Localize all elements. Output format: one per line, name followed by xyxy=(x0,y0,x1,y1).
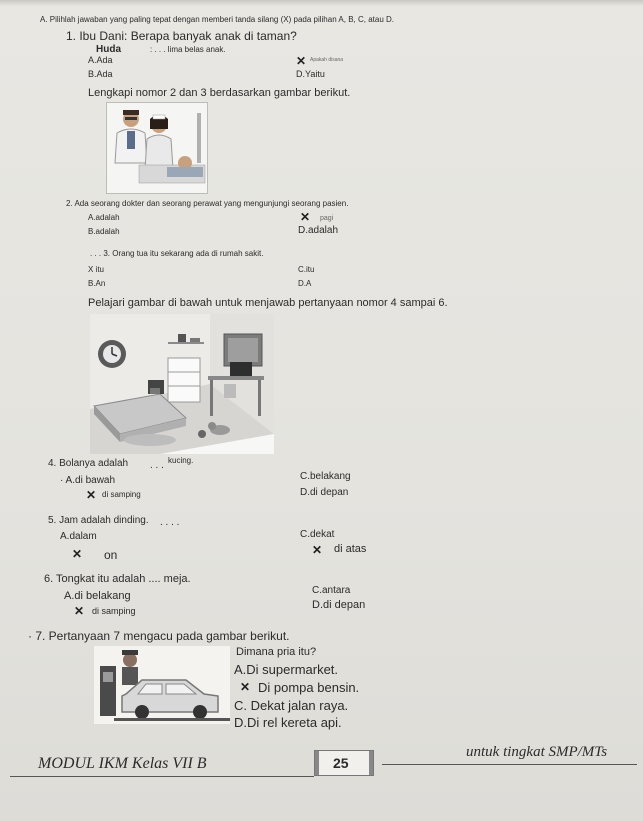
q1-question: 1. Ibu Dani: Berapa banyak anak di taman? xyxy=(66,29,297,43)
q2-option-c: pagi xyxy=(320,215,334,222)
q5-option-a: A.dalam xyxy=(60,531,97,542)
doctor-nurse-illustration xyxy=(107,103,207,193)
q7-question: · 7. Pertanyaan 7 mengacu pada gambar berikut. xyxy=(28,629,290,643)
q3-question: . . . 3. Orang tua itu sekarang ada di rumah sakit. xyxy=(90,249,264,258)
q6-option-a: A.di belakang xyxy=(64,590,131,602)
q7-option-c: C. Dekat jalan raya. xyxy=(234,698,349,713)
instruction-3: Pelajari gambar di bawah untuk menjawab pertanyaan nomor 4 sampai 6. xyxy=(88,297,448,309)
q4-option-c: C.belakang xyxy=(300,471,351,482)
q2-option-a: A.adalah xyxy=(88,213,120,222)
q6-option-c: C.antara xyxy=(312,585,351,596)
q5-cross-mark-2: ✕ xyxy=(312,543,323,557)
page-number-box xyxy=(314,750,374,776)
top-edge-shadow xyxy=(0,0,643,6)
q6-cross-mark: ✕ xyxy=(74,604,85,618)
q5-option-d: di atas xyxy=(334,543,367,555)
q1-option-b: B.Ada xyxy=(88,69,113,79)
footer-line-left xyxy=(10,776,314,777)
footer-level-text: untuk tingkat SMP/MTs xyxy=(466,744,608,760)
q1-answer: : . . . lima belas anak. xyxy=(150,45,226,54)
instruction-2: Lengkapi nomor 2 dan 3 berdasarkan gambar berikut. xyxy=(88,87,351,99)
q1-option-c: Apakah disana xyxy=(310,57,344,63)
q1-option-a: A.Ada xyxy=(88,55,113,65)
gas-station-illustration xyxy=(94,646,230,724)
q1-speaker: Huda xyxy=(96,44,121,55)
q2-question: 2. Ada seorang dokter dan seorang perawat yang mengunjungi seorang pasien. xyxy=(66,199,349,208)
footer-line-right xyxy=(382,764,637,765)
q3-option-d: D.A xyxy=(298,279,312,288)
q1-cross-mark: ✕ xyxy=(296,54,307,68)
page-number: 25 xyxy=(333,755,349,771)
q3-option-c: C.itu xyxy=(298,265,315,274)
page-number-bar-right xyxy=(369,751,373,775)
q7-option-d: D.Di rel kereta api. xyxy=(234,715,342,730)
q4-option-a: · A.di bawah xyxy=(60,475,116,486)
bedroom-illustration xyxy=(90,314,274,454)
bedroom-picture xyxy=(90,314,274,454)
q4-option-b: di samping xyxy=(102,490,141,499)
q4-question-end: kucing. xyxy=(168,456,194,465)
q5-question: 5. Jam adalah dinding. xyxy=(48,515,149,526)
q7-option-a: A.Di supermarket. xyxy=(234,662,339,677)
q5-option-b: on xyxy=(104,548,118,562)
q2-cross-mark: ✕ xyxy=(300,210,311,224)
q3-option-b: B.An xyxy=(88,279,106,288)
page-number-bar-left xyxy=(315,751,319,775)
q4-question-start: 4. Bolanya adalah xyxy=(48,458,129,469)
q7-prompt: Dimana pria itu? xyxy=(236,646,317,658)
q7-option-b: Di pompa bensin. xyxy=(258,680,360,695)
q5-blank: . . . . xyxy=(160,517,180,528)
q5-cross-mark: ✕ xyxy=(72,547,83,561)
q4-blank: . . . xyxy=(150,460,164,471)
q4-cross-mark: ✕ xyxy=(86,488,97,502)
q1-option-d: D.Yaitu xyxy=(296,69,325,79)
q6-option-d: D.di depan xyxy=(312,599,366,611)
doctor-nurse-picture xyxy=(106,102,208,194)
q2-option-d: D.adalah xyxy=(298,225,339,236)
footer-module-title: MODUL IKM Kelas VII B xyxy=(38,755,207,772)
q4-option-d: D.di depan xyxy=(300,487,349,498)
instruction-header: A. Pilihlah jawaban yang paling tepat dengan memberi tanda silang (X) pada pilihan A, B, C, atau D. xyxy=(40,15,394,24)
q5-option-c: C.dekat xyxy=(300,529,335,540)
q6-option-b: di samping xyxy=(92,606,136,616)
q2-option-b: B.adalah xyxy=(88,227,120,236)
q6-question: 6. Tongkat itu adalah .... meja. xyxy=(44,573,191,585)
q7-cross-mark: ✕ xyxy=(240,680,251,694)
gas-station-picture xyxy=(94,646,230,724)
q3-option-a: X itu xyxy=(88,265,105,274)
